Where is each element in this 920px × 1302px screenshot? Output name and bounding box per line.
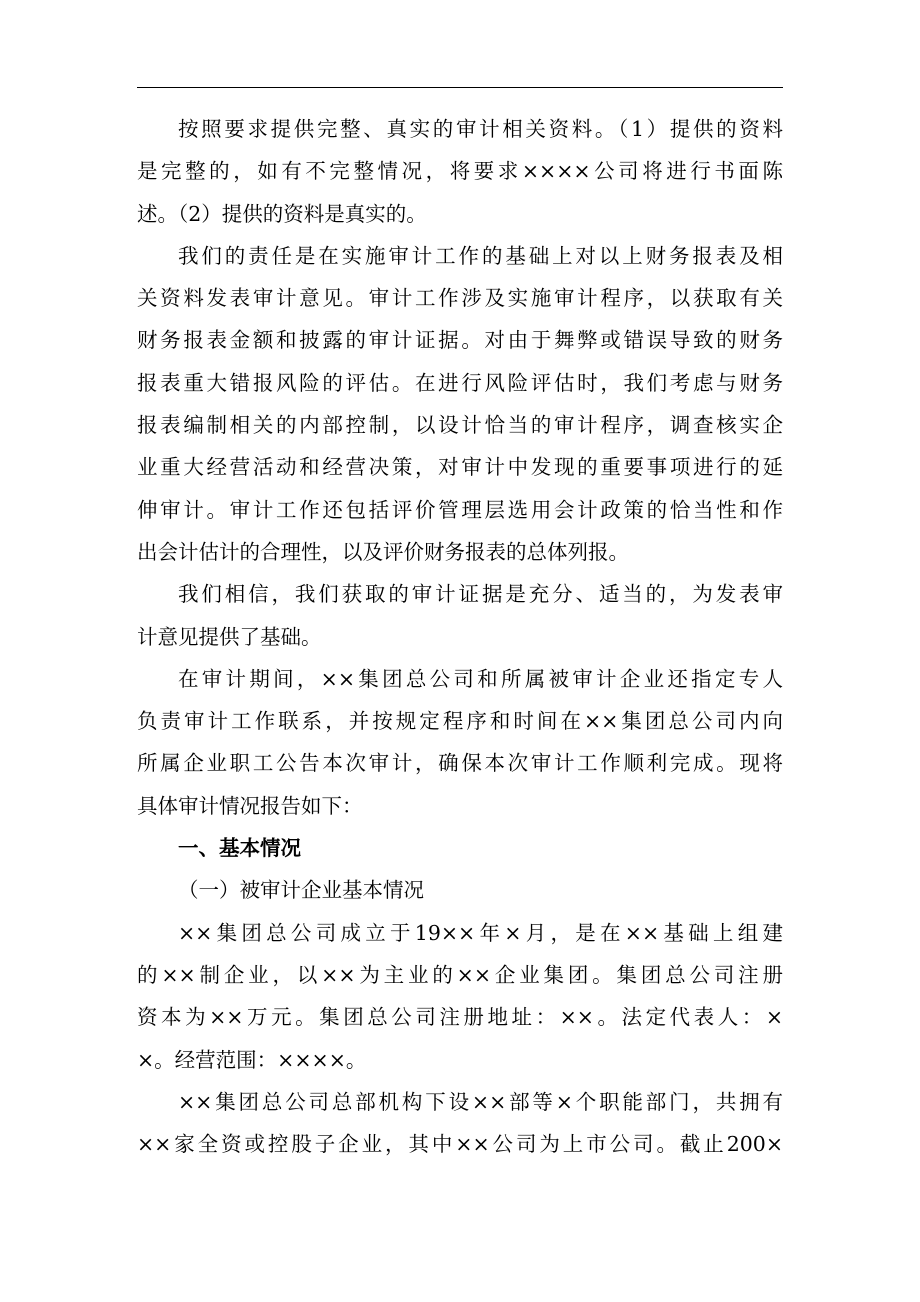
- paragraph-line: 述。（2）提供的资料是真实的。: [137, 201, 427, 226]
- paragraph-line: 报表编制相关的内部控制，以设计恰当的审计程序，调查核实企: [137, 413, 783, 438]
- paragraph-line: 资本为××万元。集团总公司注册地址：××。法定代表人：×: [137, 1005, 783, 1030]
- paragraph-line: 报表重大错报风险的评估。在进行风险评估时，我们考虑与财务: [137, 370, 783, 395]
- paragraph-line: 出会计估计的合理性，以及评价财务报表的总体列报。: [137, 539, 629, 564]
- paragraph-line: 所属企业职工公告本次审计，确保本次审计工作顺利完成。现将: [137, 751, 783, 776]
- document-body: [137, 108, 783, 1165]
- paragraph-line: 按照要求提供完整、真实的审计相关资料。（1）提供的资料: [178, 117, 783, 141]
- paragraph-line: 的××制企业，以××为主业的××企业集团。集团总公司注册: [137, 962, 783, 987]
- paragraph-line: 我们的责任是在实施审计工作的基础上对以上财务报表及相: [178, 243, 783, 268]
- paragraph-line: 计意见提供了基础。: [137, 624, 322, 649]
- paragraph-line: ×。经营范围：××××。: [137, 1047, 367, 1072]
- paragraph-line: 业重大经营活动和经营决策，对审计中发现的重要事项进行的延: [137, 455, 783, 480]
- paragraph-line: 负责审计工作联系，并按规定程序和时间在××集团总公司内向: [137, 709, 783, 734]
- section-heading: 一、基本情况: [178, 836, 301, 861]
- paragraph-line: 具体审计情况报告如下：: [137, 793, 363, 818]
- paragraph-line: ××集团总公司总部机构下设××部等×个职能部门，共拥有: [178, 1089, 783, 1114]
- paragraph-line: ××家全资或控股子企业，其中××公司为上市公司。截止200×: [137, 1132, 783, 1157]
- paragraph-line: 是完整的，如有不完整情况，将要求××××公司将进行书面陈: [137, 159, 783, 184]
- subsection-heading: （一）被审计企业基本情况: [178, 878, 424, 903]
- header-rule: [137, 87, 783, 88]
- paragraph-line: 伸审计。审计工作还包括评价管理层选用会计政策的恰当性和作: [137, 497, 783, 522]
- paragraph-line: 关资料发表审计意见。审计工作涉及实施审计程序，以获取有关: [137, 286, 783, 311]
- paragraph-line: ××集团总公司成立于19××年×月，是在××基础上组建: [178, 920, 783, 945]
- paragraph-line: 我们相信，我们获取的审计证据是充分、适当的，为发表审: [178, 582, 783, 607]
- paragraph-line: 财务报表金额和披露的审计证据。对由于舞弊或错误导致的财务: [137, 328, 783, 353]
- paragraph-line: 在审计期间，××集团总公司和所属被审计企业还指定专人: [178, 666, 783, 691]
